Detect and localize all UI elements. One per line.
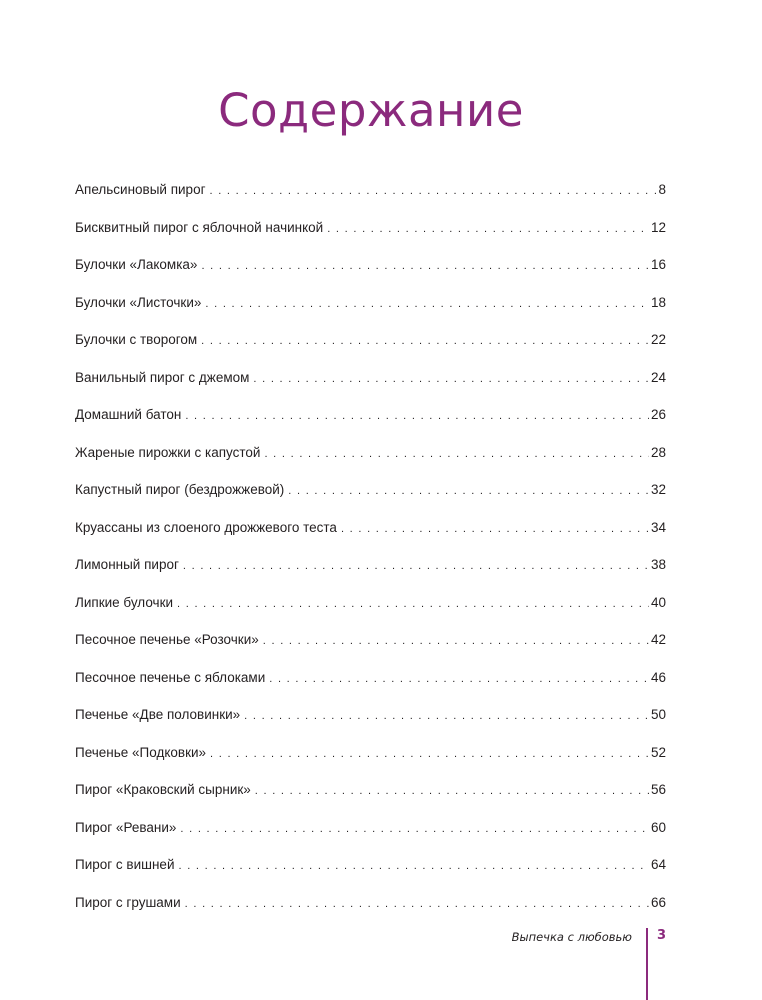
toc-entry[interactable]: [75, 366, 666, 404]
toc-entry-page: 60: [650, 819, 666, 835]
toc-entry-title: Песочное печенье «Розочки»: [75, 632, 259, 647]
toc-entry-title: Бисквитный пирог с яблочной начинкой: [75, 219, 324, 235]
toc-entry[interactable]: [75, 778, 666, 816]
toc-entry-title: Капустный пирог (бездрожжевой): [75, 482, 285, 497]
toc-entry-page: 16: [650, 257, 666, 272]
toc-dot-leader: [244, 704, 649, 728]
toc-entry[interactable]: [75, 703, 666, 741]
toc-entry-page: 46: [650, 669, 666, 685]
toc-entry[interactable]: [75, 403, 666, 441]
toc-entry-title: Булочки с творогом: [75, 332, 198, 347]
toc-entry[interactable]: [75, 666, 666, 704]
toc-entry-title: Пирог «Краковский сырник»: [75, 782, 251, 797]
toc-dot-leader: [264, 442, 649, 466]
toc-dot-leader: [201, 329, 649, 353]
toc-entry-title: Булочки «Листочки»: [75, 294, 202, 310]
toc-dot-leader: [205, 292, 649, 316]
toc-entry[interactable]: [75, 478, 666, 516]
toc-entry-page: 64: [650, 857, 666, 872]
toc-entry[interactable]: [75, 591, 666, 629]
toc-entry-title: Булочки «Лакомка»: [75, 257, 198, 272]
toc-entry-page: 38: [650, 557, 666, 572]
toc-entry-page: 56: [650, 782, 666, 797]
toc-dot-leader: [177, 592, 649, 616]
toc-entry[interactable]: [75, 178, 666, 216]
toc-entry-page: 40: [650, 594, 666, 610]
toc-dot-leader: [255, 779, 649, 803]
toc-dot-leader: [201, 254, 649, 278]
toc-entry-page: 12: [650, 219, 666, 235]
toc-dot-leader: [185, 404, 649, 428]
toc-dot-leader: [253, 367, 649, 391]
toc-entry-page: 28: [650, 444, 666, 460]
toc-entry-title: Пирог с грушами: [75, 894, 181, 910]
toc-entry-title: Жареные пирожки с капустой: [75, 444, 261, 460]
toc-entry-page: 34: [650, 519, 666, 535]
page-title: Содержание: [218, 84, 524, 137]
toc-entry[interactable]: [75, 441, 666, 479]
toc-entry[interactable]: [75, 741, 666, 779]
toc-entry-title: Песочное печенье с яблоками: [75, 669, 266, 685]
toc-dot-leader: [263, 629, 649, 653]
toc-dot-leader: [327, 217, 649, 241]
toc-dot-leader: [269, 667, 649, 691]
toc-entry[interactable]: [75, 891, 666, 929]
toc-entry-page: 42: [650, 632, 666, 647]
toc-entry[interactable]: [75, 516, 666, 554]
toc-entry[interactable]: [75, 291, 666, 329]
toc-entry-title: Круассаны из слоеного дрожжевого теста: [75, 519, 337, 535]
footer-book-title: Выпечка с любовью: [511, 930, 632, 944]
toc-dot-leader: [210, 742, 649, 766]
toc-entry-title: Пирог «Ревани»: [75, 819, 177, 835]
toc-entry-page: 52: [650, 744, 666, 760]
toc-entry-title: Апельсиновый пирог: [75, 182, 206, 197]
toc-entry[interactable]: [75, 553, 666, 591]
toc-entry-title: Лимонный пирог: [75, 557, 179, 572]
toc-entry[interactable]: [75, 253, 666, 291]
toc-dot-leader: [185, 892, 649, 916]
toc-dot-leader: [178, 854, 648, 878]
toc-entry-page: 8: [658, 182, 666, 197]
toc-entry[interactable]: [75, 816, 666, 854]
footer-divider: [646, 928, 648, 1000]
toc-dot-leader: [341, 517, 649, 541]
toc-entry-title: Липкие булочки: [75, 594, 174, 610]
toc-entry-page: 50: [650, 707, 666, 722]
toc-entry-title: Пирог с вишней: [75, 857, 175, 872]
toc-dot-leader: [183, 554, 649, 578]
toc-dot-leader: [288, 479, 649, 503]
toc-entry-page: 32: [650, 482, 666, 497]
toc-entry[interactable]: [75, 328, 666, 366]
toc-entry-page: 18: [650, 294, 666, 310]
toc-dot-leader: [210, 179, 657, 203]
toc-entry-title: Печенье «Подковки»: [75, 744, 207, 760]
toc-entry-page: 66: [650, 894, 666, 910]
toc-entry[interactable]: [75, 853, 666, 891]
toc-entry[interactable]: [75, 628, 666, 666]
toc-entry-title: Домашний батон: [75, 407, 182, 422]
toc-entry-title: Ванильный пирог с джемом: [75, 369, 250, 385]
toc-entry[interactable]: [75, 216, 666, 254]
toc-entry-title: Печенье «Две половинки»: [75, 707, 241, 722]
toc-entry-page: 22: [650, 332, 666, 347]
footer-page-number: 3: [657, 928, 667, 943]
toc-dot-leader: [180, 817, 649, 841]
toc-entry-page: 24: [650, 369, 666, 385]
table-of-contents: [75, 178, 666, 928]
toc-entry-page: 26: [650, 407, 666, 422]
